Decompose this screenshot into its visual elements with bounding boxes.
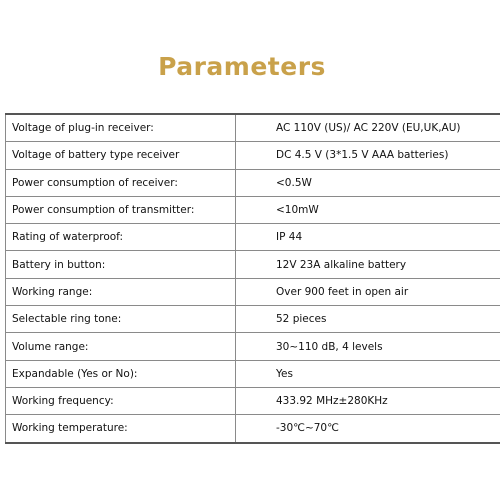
- parameter-label: Battery in button:: [6, 251, 236, 278]
- parameter-label: Selectable ring tone:: [6, 306, 236, 333]
- table-row: [6, 306, 500, 333]
- table-row: [6, 196, 500, 223]
- parameter-label: Voltage of plug-in receiver:: [6, 114, 236, 142]
- parameter-label: Volume range:: [6, 333, 236, 360]
- parameter-label: Power consumption of receiver:: [6, 169, 236, 196]
- table-row: [6, 333, 500, 360]
- parameter-value: 30~110 dB, 4 levels: [236, 333, 500, 360]
- parameter-value: <10mW: [236, 196, 500, 223]
- table-row: [6, 360, 500, 387]
- parameter-value: 52 pieces: [236, 306, 500, 333]
- parameter-label: Working temperature:: [6, 415, 236, 443]
- table-row: [6, 169, 500, 196]
- parameter-value: 12V 23A alkaline battery: [236, 251, 500, 278]
- table-row: [6, 415, 500, 443]
- parameter-value: IP 44: [236, 224, 500, 251]
- parameter-label: Rating of waterproof:: [6, 224, 236, 251]
- page-title: Parameters: [158, 52, 326, 81]
- parameter-value: Yes: [236, 360, 500, 387]
- parameter-value: 433.92 MHz±280KHz: [236, 387, 500, 414]
- table-row: [6, 142, 500, 169]
- parameter-label: Expandable (Yes or No):: [6, 360, 236, 387]
- table-row: [6, 387, 500, 414]
- parameter-value: AC 110V (US)/ AC 220V (EU,UK,AU): [236, 114, 500, 142]
- parameter-label: Working range:: [6, 278, 236, 305]
- parameter-value: <0.5W: [236, 169, 500, 196]
- table-row: [6, 251, 500, 278]
- table-row: [6, 224, 500, 251]
- parameters-table: [5, 113, 500, 444]
- table-row: [6, 114, 500, 142]
- parameter-value: DC 4.5 V (3*1.5 V AAA batteries): [236, 142, 500, 169]
- parameter-label: Voltage of battery type receiver: [6, 142, 236, 169]
- parameter-value: Over 900 feet in open air: [236, 278, 500, 305]
- parameter-label: Power consumption of transmitter:: [6, 196, 236, 223]
- parameter-label: Working frequency:: [6, 387, 236, 414]
- table-row: [6, 278, 500, 305]
- parameter-value: -30℃~70℃: [236, 415, 500, 443]
